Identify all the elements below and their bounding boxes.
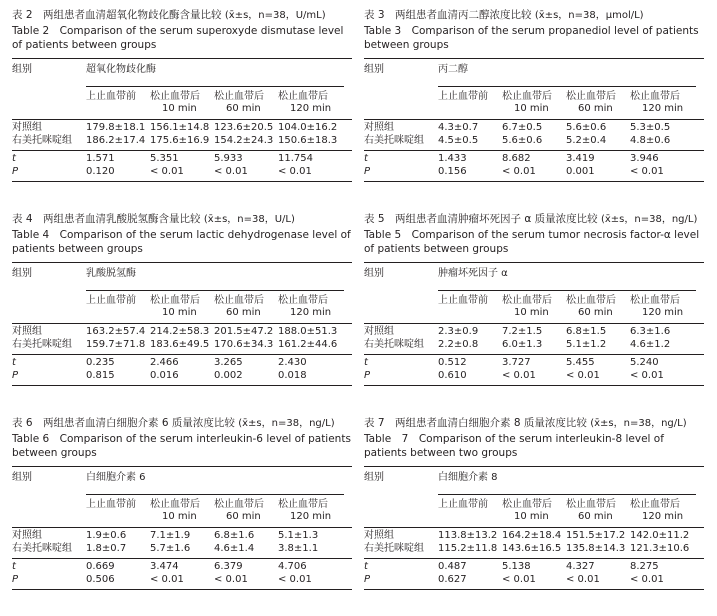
table-title-cn-text: 表 2 两组患者血清超氧化物歧化酶含量比较 xyxy=(12,9,222,21)
time-header: 上止血带前 xyxy=(86,499,136,510)
table-cell: 5.6±0.6 xyxy=(502,135,543,146)
table-cell: 0.815 xyxy=(86,370,115,381)
time-header: 上止血带前 xyxy=(438,295,488,306)
table-cell: 1.571 xyxy=(86,153,115,164)
table-cell: 7.1±1.9 xyxy=(150,530,191,541)
table-cell: 0.002 xyxy=(214,370,243,381)
time-header: 松止血带后 10 min xyxy=(150,499,200,522)
group-column-header: 组别 xyxy=(364,472,384,483)
table-cell: 5.2±0.4 xyxy=(566,135,607,146)
row-label: t xyxy=(364,153,368,164)
time-header: 松止血带后 60 min xyxy=(214,295,264,318)
table-row xyxy=(12,153,352,166)
table-title-en: Table 4 Comparison of the serum lactic dehydrogenase level of patients between groups xyxy=(12,229,351,255)
table-cell: 1.433 xyxy=(438,153,467,164)
table-cell: 0.235 xyxy=(86,357,115,368)
time-header: 松止血带后 60 min xyxy=(214,499,264,522)
row-label: P xyxy=(12,574,19,585)
table-cell: 6.379 xyxy=(214,561,243,572)
table-cell: 0.506 xyxy=(86,574,115,585)
table-cell: 0.016 xyxy=(150,370,179,381)
row-label: 右美托咪啶组 xyxy=(12,135,72,146)
time-header: 松止血带后 120 min xyxy=(630,295,684,318)
table-cell: 201.5±47.2 xyxy=(214,326,274,337)
table-cell: 186.2±17.4 xyxy=(86,135,146,146)
table-cell: < 0.01 xyxy=(566,574,600,585)
row-label: 对照组 xyxy=(12,530,42,541)
data-table xyxy=(12,212,352,386)
stat-rows xyxy=(364,559,704,589)
table-row xyxy=(364,166,704,179)
table-row xyxy=(12,357,352,370)
table-cell: 1.9±0.6 xyxy=(86,530,127,541)
time-header: 松止血带后 120 min xyxy=(278,295,332,318)
table-title-cn xyxy=(12,212,352,227)
time-header: 松止血带后 120 min xyxy=(630,91,684,114)
time-header: 松止血带后 10 min xyxy=(150,295,200,318)
row-label: t xyxy=(12,357,16,368)
time-header-row xyxy=(12,495,352,527)
table-cell: 6.7±0.5 xyxy=(502,122,543,133)
table-cell: 170.6±34.3 xyxy=(214,339,274,350)
time-header-row xyxy=(364,87,704,119)
bottom-rule xyxy=(12,385,352,386)
group-column-header: 组别 xyxy=(364,268,384,279)
table-cell: 5.455 xyxy=(566,357,595,368)
row-label: t xyxy=(12,153,16,164)
table-cell: 142.0±11.2 xyxy=(630,530,690,541)
time-header: 松止血带后 120 min xyxy=(630,499,684,522)
table-title-cn-text: 表 7 两组患者血清白细胞介素 8 质量浓度比较 xyxy=(364,417,587,429)
table-cell: < 0.01 xyxy=(278,166,312,177)
table-stat-note: (x̄±s，n=38，ng/L) xyxy=(238,418,335,429)
table-row xyxy=(12,574,352,587)
time-header: 上止血带前 xyxy=(86,91,136,102)
table-cell: 5.933 xyxy=(214,153,243,164)
table-row xyxy=(12,122,352,135)
table-row xyxy=(364,135,704,148)
table-title-cn-text: 表 3 两组患者血清丙二醇浓度比较 xyxy=(364,9,532,21)
table-cell: < 0.01 xyxy=(214,166,248,177)
table-cell: 0.669 xyxy=(86,561,115,572)
table-row xyxy=(12,530,352,543)
table-cell: 123.6±20.5 xyxy=(214,122,274,133)
table-title-cn-text: 表 6 两组患者血清白细胞介素 6 质量浓度比较 xyxy=(12,417,235,429)
stat-rows xyxy=(12,151,352,181)
table-row xyxy=(364,530,704,543)
table-cell: 179.8±18.1 xyxy=(86,122,146,133)
stat-rows xyxy=(12,355,352,385)
time-header: 松止血带后 10 min xyxy=(502,499,552,522)
table-cell: 3.946 xyxy=(630,153,659,164)
row-label: 对照组 xyxy=(12,326,42,337)
stat-rows xyxy=(12,559,352,589)
table-cell: 115.2±11.8 xyxy=(438,543,498,554)
table-title-en: Table 5 Comparison of the serum tumor necrosis factor-α level of patients between groups xyxy=(364,229,700,255)
table-row xyxy=(12,561,352,574)
table-stat-note: (x̄±s，n=38，ng/L) xyxy=(590,418,687,429)
table-stat-note: (x̄±s，n=38，ng/L) xyxy=(600,214,698,225)
table-cell: 4.3±0.7 xyxy=(438,122,479,133)
table-cell: 5.7±1.6 xyxy=(150,543,191,554)
row-label: t xyxy=(364,561,368,572)
table-cell: < 0.01 xyxy=(150,166,184,177)
table-title-en: Table 2 Comparison of the serum superoxyde dismutase level of patients between groups xyxy=(12,25,344,51)
time-header: 上止血带前 xyxy=(438,499,488,510)
table-cell: < 0.01 xyxy=(214,574,248,585)
row-label: P xyxy=(364,166,371,177)
table-cell: 183.6±49.5 xyxy=(150,339,210,350)
measure-header: 丙二醇 xyxy=(438,64,468,75)
table-row xyxy=(364,561,704,574)
time-header: 松止血带后 10 min xyxy=(502,91,552,114)
time-header: 松止血带后 120 min xyxy=(278,91,332,114)
table-row xyxy=(12,166,352,179)
data-table xyxy=(12,416,352,590)
table-cell: 0.487 xyxy=(438,561,467,572)
table-cell: 159.7±71.8 xyxy=(86,339,146,350)
table-cell: < 0.01 xyxy=(566,370,600,381)
table-cell: < 0.01 xyxy=(150,574,184,585)
table-title-cn xyxy=(364,212,704,227)
group-column-header: 组别 xyxy=(364,64,384,75)
table-cell: 6.3±1.6 xyxy=(630,326,671,337)
table-row xyxy=(12,135,352,148)
bottom-rule xyxy=(12,181,352,182)
table-row xyxy=(12,326,352,339)
time-header-row xyxy=(364,495,704,527)
table-cell: 143.6±16.5 xyxy=(502,543,562,554)
row-label: t xyxy=(364,357,368,368)
table-row xyxy=(12,370,352,383)
row-label: 对照组 xyxy=(364,326,394,337)
table-cell: 0.120 xyxy=(86,166,115,177)
group-rows xyxy=(364,324,704,354)
group-column-header: 组别 xyxy=(12,268,32,279)
table-cell: 7.2±1.5 xyxy=(502,326,543,337)
table-cell: < 0.01 xyxy=(502,574,536,585)
table-cell: 4.5±0.5 xyxy=(438,135,479,146)
bottom-rule xyxy=(364,589,704,590)
data-table xyxy=(364,212,704,386)
table-cell: 0.610 xyxy=(438,370,467,381)
table-cell: 3.265 xyxy=(214,357,243,368)
table-cell: 5.240 xyxy=(630,357,659,368)
table-title-cn xyxy=(12,416,352,431)
time-header: 松止血带后 120 min xyxy=(278,499,332,522)
table-cell: 6.8±1.6 xyxy=(214,530,255,541)
group-rows xyxy=(364,528,704,558)
stat-rows xyxy=(364,355,704,385)
group-rows xyxy=(12,324,352,354)
table-cell: 6.8±1.5 xyxy=(566,326,607,337)
table-cell: < 0.01 xyxy=(630,370,664,381)
table-cell: 188.0±51.3 xyxy=(278,326,338,337)
table-cell: 2.430 xyxy=(278,357,307,368)
table-row xyxy=(12,543,352,556)
table-stat-note: (x̄±s，n=38，U/mL) xyxy=(224,10,326,21)
table-cell: 113.8±13.2 xyxy=(438,530,498,541)
table-cell: 156.1±14.8 xyxy=(150,122,210,133)
bottom-rule xyxy=(364,181,704,182)
table-cell: < 0.01 xyxy=(502,370,536,381)
table-row xyxy=(364,153,704,166)
table-title-en: Table 3 Comparison of the serum propanediol level of patients between groups xyxy=(364,25,699,51)
table-cell: 5.6±0.6 xyxy=(566,122,607,133)
table-title-en: Table 6 Comparison of the serum interleukin-6 level of patients between groups xyxy=(12,433,351,459)
time-header-row xyxy=(12,87,352,119)
table-cell: 135.8±14.3 xyxy=(566,543,626,554)
table-cell: 5.1±1.2 xyxy=(566,339,607,350)
table-title-cn xyxy=(364,8,704,23)
table-cell: < 0.01 xyxy=(502,166,536,177)
table-stat-note: (x̄±s，n=38，U/L) xyxy=(203,214,295,225)
table-cell: 104.0±16.2 xyxy=(278,122,338,133)
table-cell: 3.727 xyxy=(502,357,531,368)
table-cell: 4.6±1.4 xyxy=(214,543,255,554)
table-cell: 8.275 xyxy=(630,561,659,572)
table-cell: 4.327 xyxy=(566,561,595,572)
table-cell: 2.3±0.9 xyxy=(438,326,479,337)
data-table xyxy=(364,416,704,590)
table-cell: 5.1±1.3 xyxy=(278,530,319,541)
row-label: 右美托咪啶组 xyxy=(364,543,424,554)
table-cell: < 0.01 xyxy=(278,574,312,585)
table-cell: 2.2±0.8 xyxy=(438,339,479,350)
row-label: P xyxy=(364,370,371,381)
measure-header: 超氧化物歧化酶 xyxy=(86,64,156,75)
data-table xyxy=(364,8,704,182)
table-row xyxy=(364,326,704,339)
row-label: P xyxy=(364,574,371,585)
table-cell: 3.474 xyxy=(150,561,179,572)
table-cell: 161.2±44.6 xyxy=(278,339,338,350)
table-title-cn-text: 表 4 两组患者血清乳酸脱氢酶含量比较 xyxy=(12,213,201,225)
table-cell: 0.018 xyxy=(278,370,307,381)
row-label: 对照组 xyxy=(364,530,394,541)
table-cell: 4.8±0.6 xyxy=(630,135,671,146)
time-header: 松止血带后 10 min xyxy=(502,295,552,318)
table-cell: 0.512 xyxy=(438,357,467,368)
table-cell: 5.3±0.5 xyxy=(630,122,671,133)
table-cell: < 0.01 xyxy=(630,574,664,585)
table-row xyxy=(364,574,704,587)
row-label: 对照组 xyxy=(364,122,394,133)
table-cell: 3.419 xyxy=(566,153,595,164)
table-cell: 151.5±17.2 xyxy=(566,530,626,541)
table-title-cn xyxy=(364,416,704,431)
time-header-row xyxy=(364,291,704,323)
table-row xyxy=(364,339,704,352)
row-label: P xyxy=(12,370,19,381)
table-cell: 5.351 xyxy=(150,153,179,164)
time-header: 松止血带后 60 min xyxy=(214,91,264,114)
table-cell: 0.627 xyxy=(438,574,467,585)
table-cell: 175.6±16.9 xyxy=(150,135,210,146)
table-row xyxy=(364,370,704,383)
table-cell: 164.2±18.4 xyxy=(502,530,562,541)
table-cell: 11.754 xyxy=(278,153,313,164)
table-cell: 150.6±18.3 xyxy=(278,135,338,146)
table-title-cn xyxy=(12,8,352,23)
bottom-rule xyxy=(364,385,704,386)
table-cell: 214.2±58.3 xyxy=(150,326,210,337)
table-row xyxy=(364,357,704,370)
measure-header: 乳酸脱氢酶 xyxy=(86,268,136,279)
group-rows xyxy=(364,120,704,150)
table-cell: 5.138 xyxy=(502,561,531,572)
table-cell: 1.8±0.7 xyxy=(86,543,127,554)
row-label: t xyxy=(12,561,16,572)
group-column-header: 组别 xyxy=(12,64,32,75)
group-rows xyxy=(12,528,352,558)
data-table xyxy=(12,8,352,182)
table-row xyxy=(364,543,704,556)
table-stat-note: (x̄±s，n=38，μmol/L) xyxy=(534,10,644,21)
row-label: 对照组 xyxy=(12,122,42,133)
row-label: P xyxy=(12,166,19,177)
table-cell: 6.0±1.3 xyxy=(502,339,543,350)
stat-rows xyxy=(364,151,704,181)
table-cell: 0.001 xyxy=(566,166,595,177)
table-cell: 2.466 xyxy=(150,357,179,368)
time-header: 松止血带后 60 min xyxy=(566,91,616,114)
row-label: 右美托咪啶组 xyxy=(364,135,424,146)
measure-header: 白细胞介素 8 xyxy=(438,472,498,483)
table-cell: 154.2±24.3 xyxy=(214,135,274,146)
table-cell: 163.2±57.4 xyxy=(86,326,146,337)
row-label: 右美托咪啶组 xyxy=(12,543,72,554)
time-header-row xyxy=(12,291,352,323)
time-header: 上止血带前 xyxy=(438,91,488,102)
table-cell: 121.3±10.6 xyxy=(630,543,690,554)
time-header: 松止血带后 10 min xyxy=(150,91,200,114)
group-rows xyxy=(12,120,352,150)
row-label: 右美托咪啶组 xyxy=(364,339,424,350)
table-cell: < 0.01 xyxy=(630,166,664,177)
time-header: 松止血带后 60 min xyxy=(566,295,616,318)
bottom-rule xyxy=(12,589,352,590)
table-cell: 8.682 xyxy=(502,153,531,164)
table-title-cn-text: 表 5 两组患者血清肿瘤坏死因子 α 质量浓度比较 xyxy=(364,213,598,225)
table-cell: 3.8±1.1 xyxy=(278,543,319,554)
time-header: 松止血带后 60 min xyxy=(566,499,616,522)
table-title-en: Table 7 Comparison of the serum interleukin-8 level of patients between two groups xyxy=(364,433,664,459)
group-column-header: 组别 xyxy=(12,472,32,483)
table-row xyxy=(12,339,352,352)
table-cell: 4.6±1.2 xyxy=(630,339,671,350)
table-row xyxy=(364,122,704,135)
row-label: 右美托咪啶组 xyxy=(12,339,72,350)
time-header: 上止血带前 xyxy=(86,295,136,306)
table-cell: 4.706 xyxy=(278,561,307,572)
measure-header: 白细胞介素 6 xyxy=(86,472,146,483)
measure-header: 肿瘤坏死因子 α xyxy=(438,268,508,279)
table-cell: 0.156 xyxy=(438,166,467,177)
